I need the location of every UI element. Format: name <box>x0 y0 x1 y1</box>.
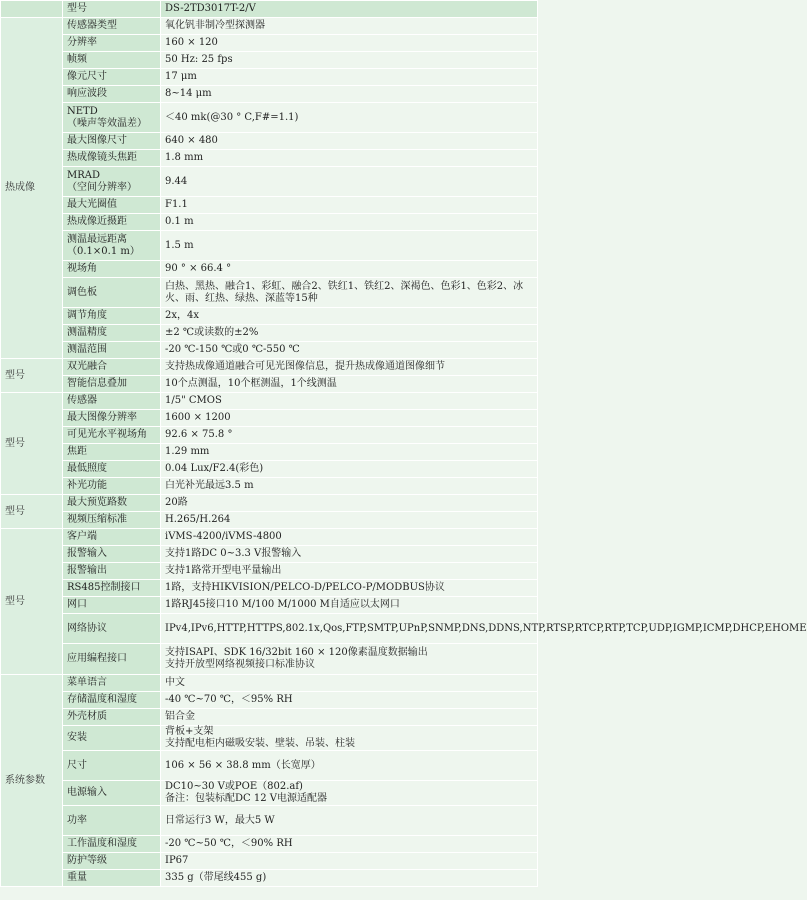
spec-value: 1600 × 1200 <box>161 410 538 427</box>
spec-label: 视场角 <box>63 261 161 278</box>
spec-value: 1/5" CMOS <box>161 393 538 410</box>
spec-value: 160 × 120 <box>161 35 538 52</box>
spec-label: 最大图像分辨率 <box>63 410 161 427</box>
spec-label: NETD （噪声等效温差） <box>63 103 161 133</box>
spec-table-body <box>1 1 807 887</box>
spec-label: 测温精度 <box>63 325 161 342</box>
spec-row <box>1 35 538 52</box>
spec-label: 传感器 <box>63 393 161 410</box>
spec-row <box>1 167 538 197</box>
spec-value: 1.8 mm <box>161 150 538 167</box>
spec-row <box>1 393 538 410</box>
spec-value: IP67 <box>161 853 538 870</box>
spec-row <box>1 563 538 580</box>
spec-label: 热成像镜头焦距 <box>63 150 161 167</box>
spec-label: 调节角度 <box>63 308 161 325</box>
spec-label: 安装 <box>63 726 161 751</box>
section-group-label: 型号 <box>1 393 63 495</box>
spec-row <box>1 52 538 69</box>
spec-value: -20 ℃-150 ℃或0 ℃-550 ℃ <box>161 342 538 359</box>
section-group-label: 系统参数 <box>1 675 63 887</box>
spec-row <box>1 410 538 427</box>
spec-label: MRAD （空间分辨率） <box>63 167 161 197</box>
spec-row <box>1 18 538 35</box>
spec-row <box>1 461 538 478</box>
spec-label: 测温最远距离 （0.1×0.1 m） <box>63 231 161 261</box>
spec-label: 视频压缩标准 <box>63 512 161 529</box>
spec-label: 网口 <box>63 597 161 614</box>
spec-label: 功率 <box>63 806 161 836</box>
spec-value: 支持热成像通道融合可见光图像信息，提升热成像通道图像细节 <box>161 359 538 376</box>
spec-label: 最大图像尺寸 <box>63 133 161 150</box>
spec-label: 工作温度和湿度 <box>63 836 161 853</box>
spec-row <box>1 675 538 692</box>
spec-row <box>1 231 538 261</box>
spec-value: IPv4,IPv6,HTTP,HTTPS,802.1x,Qos,FTP,SMTP,UPnP,SNMP,DNS,DDNS,NTP,RTSP,RTCP,RTP,TCP,UDP,IGMP,ICMP,DHCP,EHOME <box>161 614 538 644</box>
spec-value: ±2 ℃或读数的±2% <box>161 325 538 342</box>
spec-value: iVMS-4200/iVMS-4800 <box>161 529 538 546</box>
spec-label: 报警输出 <box>63 563 161 580</box>
spec-row <box>1 580 538 597</box>
spec-row <box>1 546 538 563</box>
spec-label: 外壳材质 <box>63 709 161 726</box>
spec-row <box>1 870 538 887</box>
spec-row <box>1 495 538 512</box>
spec-label: RS485控制接口 <box>63 580 161 597</box>
spec-label: 电源输入 <box>63 781 161 806</box>
spec-label: 像元尺寸 <box>63 69 161 86</box>
spec-label: 最大预览路数 <box>63 495 161 512</box>
spec-value: 氧化钒非制冷型探测器 <box>161 18 538 35</box>
spec-row <box>1 308 538 325</box>
spec-label: 测温范围 <box>63 342 161 359</box>
spec-row <box>1 597 538 614</box>
section-group-label: 型号 <box>1 529 63 675</box>
spec-row <box>1 376 538 393</box>
spec-row <box>1 278 538 308</box>
spec-label: 防护等级 <box>63 853 161 870</box>
spec-row <box>1 692 538 709</box>
spec-label: 分辨率 <box>63 35 161 52</box>
spec-value: -20 ℃~50 ℃，＜90% RH <box>161 836 538 853</box>
spec-value: 1.5 m <box>161 231 538 261</box>
spec-value: 1路RJ45接口10 M/100 M/1000 M自适应以太网口 <box>161 597 538 614</box>
spec-row <box>1 529 538 546</box>
spec-value: 92.6 × 75.8 ° <box>161 427 538 444</box>
spec-label: 重量 <box>63 870 161 887</box>
spec-label: 尺寸 <box>63 751 161 781</box>
spec-row <box>1 261 538 278</box>
spec-value: 20路 <box>161 495 538 512</box>
spec-value: DC10~30 V或POE（802.af) 备注：包装标配DC 12 V电源适配器 <box>161 781 538 806</box>
spec-label: 传感器类型 <box>63 18 161 35</box>
spec-row <box>1 214 538 231</box>
section-group-label: 型号 <box>1 359 63 393</box>
header-model-value: DS-2TD3017T-2/V <box>161 1 538 18</box>
spec-label: 报警输入 <box>63 546 161 563</box>
spec-row <box>1 644 538 675</box>
spec-row <box>1 133 538 150</box>
spec-row <box>1 781 538 806</box>
spec-label: 补光功能 <box>63 478 161 495</box>
spec-row <box>1 325 538 342</box>
spec-value: 支持ISAPI、SDK 16/32bit 160 × 120像素温度数据输出 支持开放型网络视频接口标准协议 <box>161 644 538 675</box>
spec-label: 网络协议 <box>63 614 161 644</box>
spec-value: ＜40 mk(@30 ° C,F#=1.1) <box>161 103 538 133</box>
spec-value: -40 ℃~70 ℃，＜95% RH <box>161 692 538 709</box>
spec-row <box>1 103 538 133</box>
spec-row <box>1 478 538 495</box>
spec-row <box>1 150 538 167</box>
spec-row <box>1 359 538 376</box>
spec-value: 0.1 m <box>161 214 538 231</box>
spec-label: 热成像近摄距 <box>63 214 161 231</box>
spec-value: 支持1路DC 0~3.3 V报警输入 <box>161 546 538 563</box>
spec-row <box>1 444 538 461</box>
spec-value: 中文 <box>161 675 538 692</box>
spec-value: 日常运行3 W，最大5 W <box>161 806 538 836</box>
spec-value: 17 μm <box>161 69 538 86</box>
spec-value: 1.29 mm <box>161 444 538 461</box>
spec-row <box>1 512 538 529</box>
header-group-cell <box>1 1 63 18</box>
spec-value: 50 Hz: 25 fps <box>161 52 538 69</box>
spec-label: 帧频 <box>63 52 161 69</box>
spec-value: 106 × 56 × 38.8 mm（长宽厚） <box>161 751 538 781</box>
spec-label: 焦距 <box>63 444 161 461</box>
spec-value: 白热、黑热、融合1、彩虹、融合2、铁红1、铁红2、深褐色、色彩1、色彩2、冰火、雨、红热、绿热、深蓝等15种 <box>161 278 538 308</box>
spec-row <box>1 86 538 103</box>
spec-row <box>1 69 538 86</box>
spec-value: 支持1路常开型电平量输出 <box>161 563 538 580</box>
spec-label: 智能信息叠加 <box>63 376 161 393</box>
spec-label: 响应波段 <box>63 86 161 103</box>
spec-value: 90 ° × 66.4 ° <box>161 261 538 278</box>
spec-value: H.265/H.264 <box>161 512 538 529</box>
spec-label: 最低照度 <box>63 461 161 478</box>
spec-value: 2x，4x <box>161 308 538 325</box>
spec-value: 640 × 480 <box>161 133 538 150</box>
section-group-label: 型号 <box>1 495 63 529</box>
spec-value: 白光补光最远3.5 m <box>161 478 538 495</box>
spec-value: 1路，支持HIKVISION/PELCO-D/PELCO-P/MODBUS协议 <box>161 580 538 597</box>
spec-label: 最大光圈值 <box>63 197 161 214</box>
spec-row <box>1 709 538 726</box>
spec-row <box>1 853 538 870</box>
spec-value: 背板+支架 支持配电柜内磁吸安装、壁装、吊装、柱装 <box>161 726 538 751</box>
spec-row <box>1 427 538 444</box>
spec-label: 应用编程接口 <box>63 644 161 675</box>
spec-label: 可见光水平视场角 <box>63 427 161 444</box>
section-group-label: 热成像 <box>1 18 63 359</box>
spec-row <box>1 614 538 644</box>
header-row <box>1 1 538 18</box>
spec-row <box>1 751 538 781</box>
spec-row <box>1 806 538 836</box>
spec-label: 菜单语言 <box>63 675 161 692</box>
spec-row <box>1 197 538 214</box>
spec-value: 0.04 Lux/F2.4(彩色) <box>161 461 538 478</box>
spec-label: 调色板 <box>63 278 161 308</box>
spec-value: 9.44 <box>161 167 538 197</box>
spec-value: 8~14 μm <box>161 86 538 103</box>
spec-row <box>1 836 538 853</box>
spec-value: 铝合金 <box>161 709 538 726</box>
spec-label: 双光融合 <box>63 359 161 376</box>
spec-row <box>1 342 538 359</box>
spec-label: 客户端 <box>63 529 161 546</box>
spec-row <box>1 726 538 751</box>
spec-label: 存储温度和湿度 <box>63 692 161 709</box>
spec-value: 335 g（带尾线455 g) <box>161 870 538 887</box>
header-label: 型号 <box>63 1 161 18</box>
spec-value: F1.1 <box>161 197 538 214</box>
spec-value: 10个点测温，10个框测温，1个线测温 <box>161 376 538 393</box>
